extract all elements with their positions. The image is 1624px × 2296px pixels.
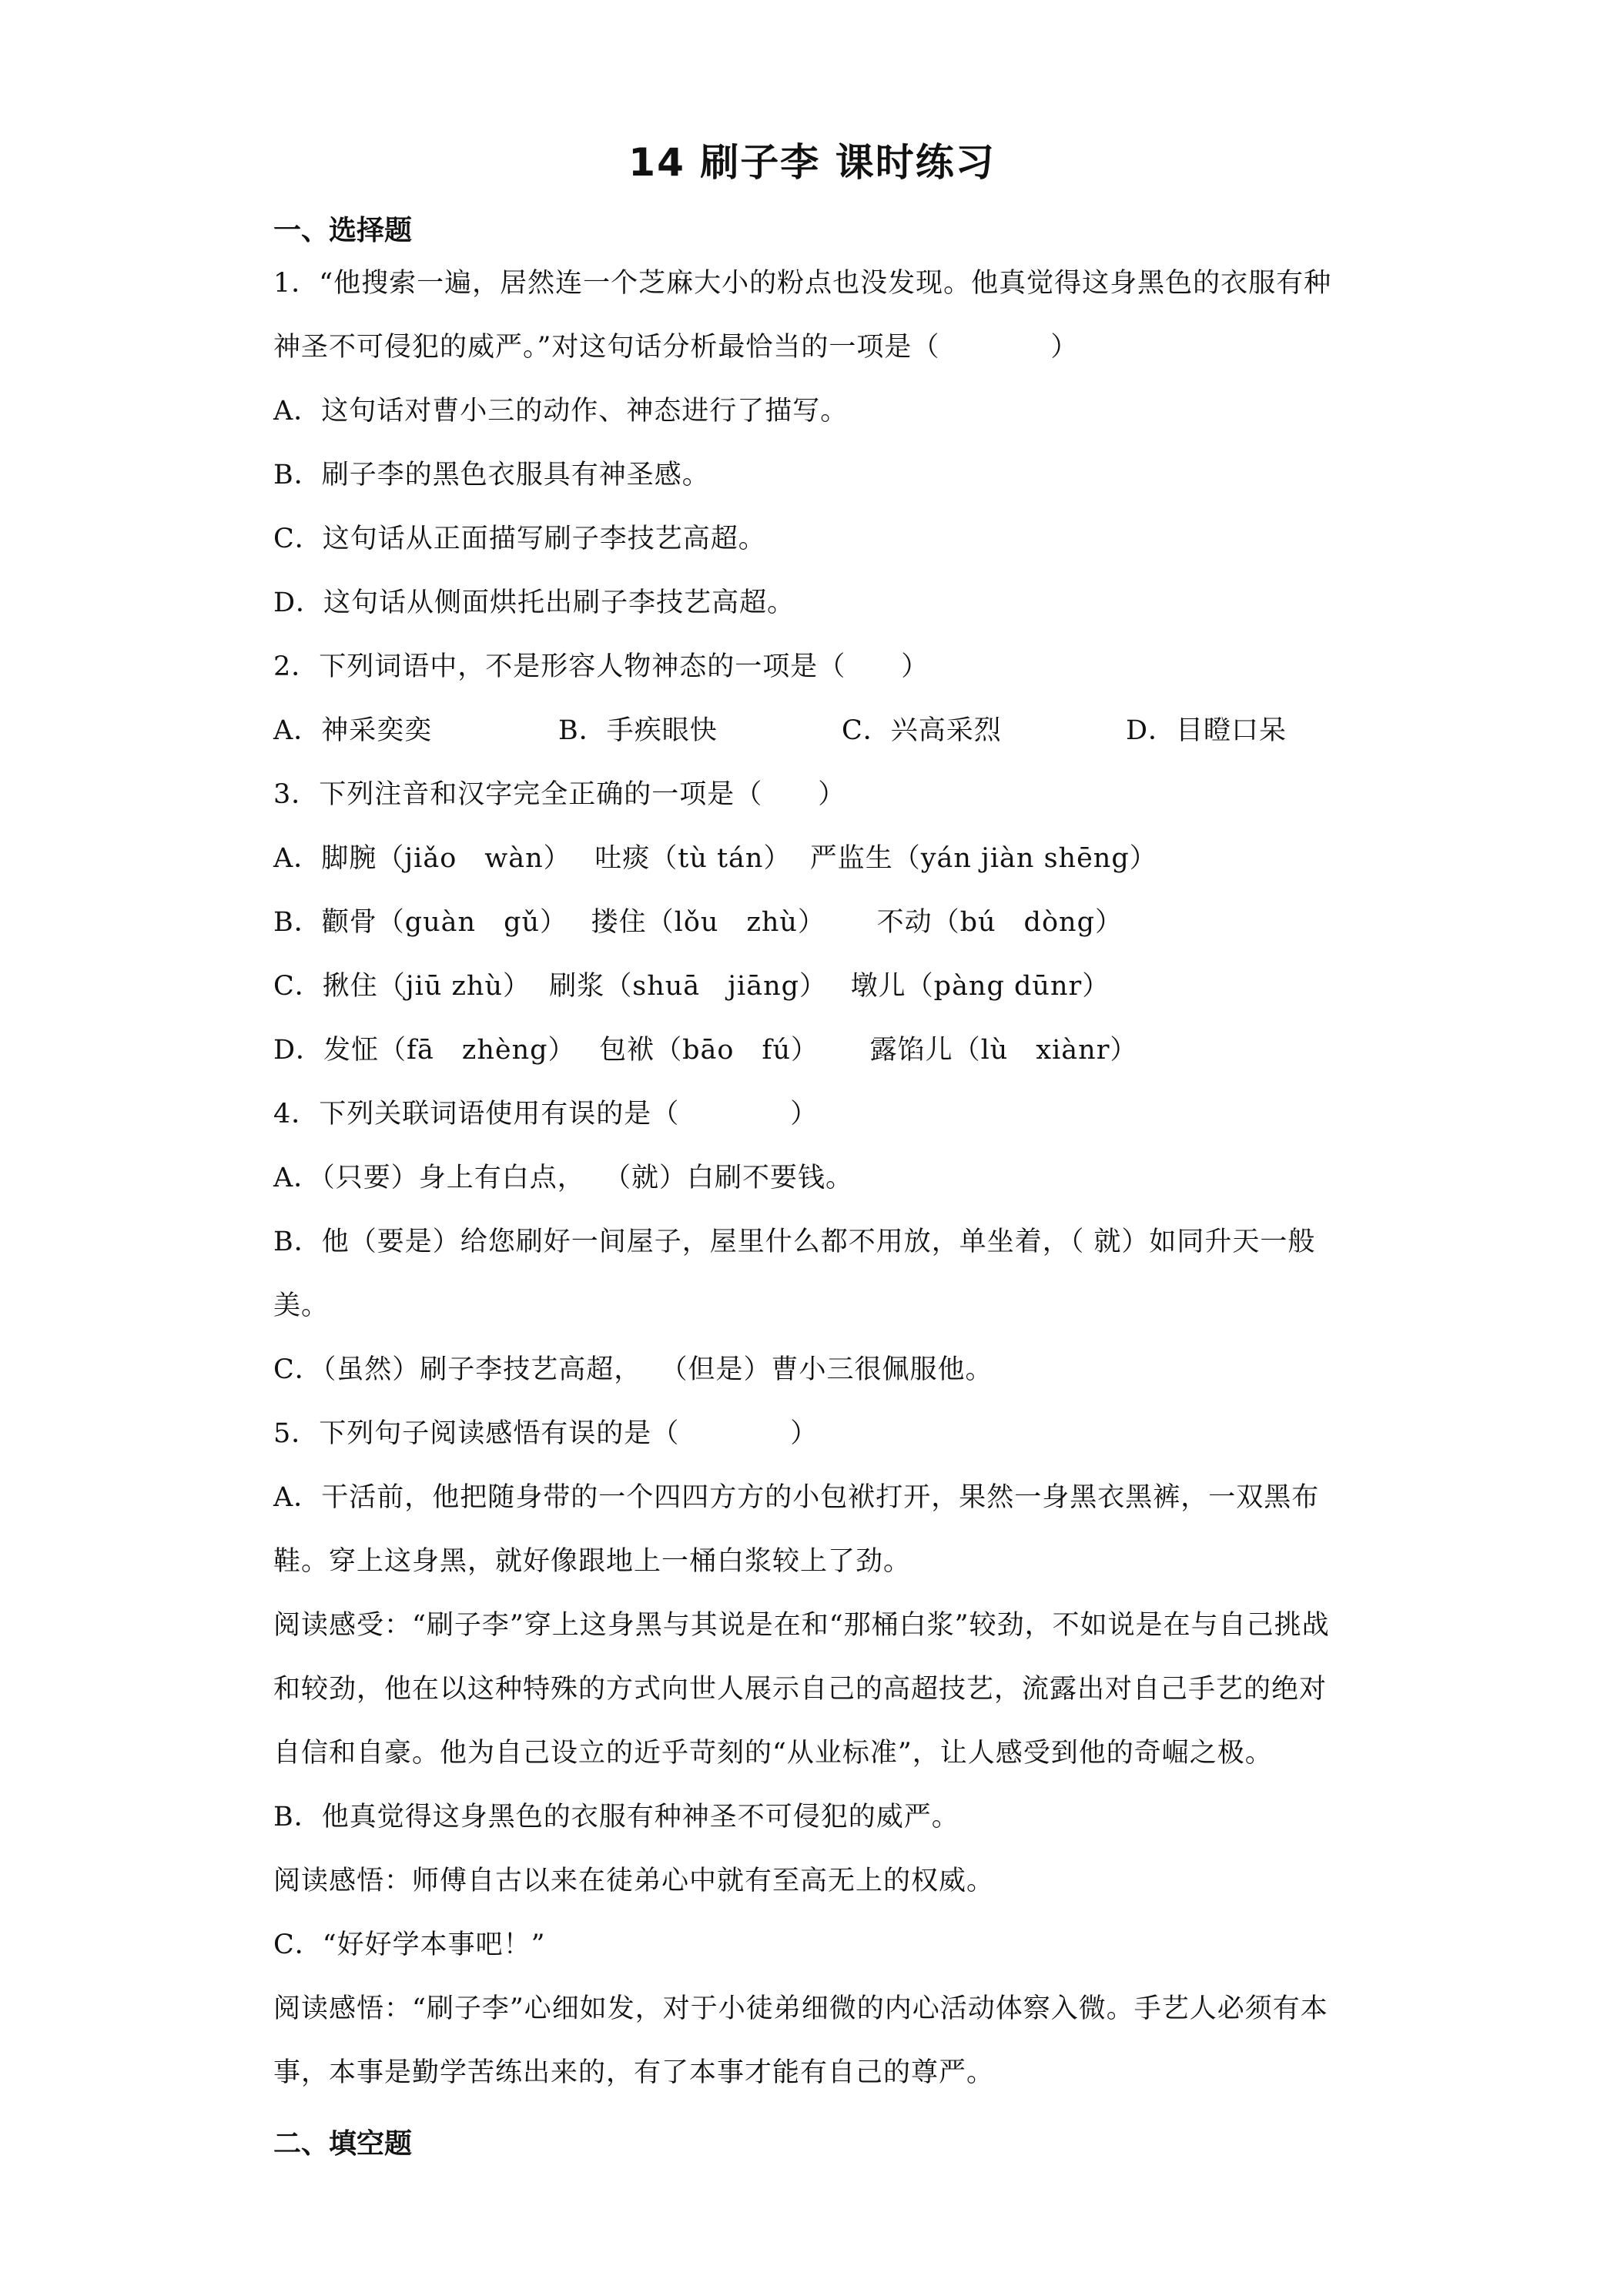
question-3-stem: 3．下列注音和汉字完全正确的一项是（ ） [273,779,846,810]
question-4-option-a: A．（只要）身上有白点， （就）白刷不要钱。 [273,1163,854,1193]
question-2-option-d: D．目瞪口呆 [1126,715,1287,746]
section-heading-choice: 一、选择题 [273,215,413,246]
question-5-option-b: B．他真觉得这身黑色的衣服有种神圣不可侵犯的威严。 [273,1802,959,1832]
question-4-option-b-line-2: 美。 [273,1290,330,1321]
question-5-option-a-comment-line-2: 和较劲，他在以这种特殊的方式向世人展示自己的高超技艺，流露出对自己手艺的绝对 [273,1674,1328,1705]
question-3-option-c: C．揪住（jiū zhù） 刷浆（shuā jiāng） 墩儿（pàng dūnr） [273,971,1110,1002]
question-5-option-a-line-1: A．干活前，他把随身带的一个四四方方的小包袱打开，果然一身黑衣黑裤，一双黑布 [273,1482,1320,1513]
question-5-option-b-comment: 阅读感悟：师傅自古以来在徒弟心中就有至高无上的权威。 [273,1866,995,1896]
question-3-option-a: A．脚腕（jiǎo wàn） 吐痰（tù tán） 严监生（yán jiàn shēng） [273,843,1157,874]
question-5-stem: 5．下列句子阅读感悟有误的是（ ） [273,1418,819,1449]
question-4-option-b-line-1: B．他（要是）给您刷好一间屋子，屋里什么都不用放，单坐着，（ 就）如同升天一般 [273,1227,1316,1257]
question-1-option-c: C．这句话从正面描写刷子李技艺高超。 [273,524,766,554]
question-3-option-b: B．颧骨（guàn gǔ） 搂住（lǒu zhù） 不动（bú dòng） [273,907,1123,938]
question-1-stem-line-1: 1．“他搜索一遍，居然连一个芝麻大小的粉点也没发现。他真觉得这身黑色的衣服有种 [273,268,1332,299]
page-title: 14 刷子李 课时练习 [628,140,996,185]
question-1-option-a: A．这句话对曹小三的动作、神态进行了描写。 [273,396,849,427]
question-2-option-b: B．手疾眼快 [558,715,718,746]
question-4-option-c: C．（虽然）刷子李技艺高超， （但是）曹小三很佩服他。 [273,1354,993,1385]
question-5-option-a-comment-line-1: 阅读感受：“刷子李”穿上这身黑与其说是在和“那桶白浆”较劲，不如说是在与自己挑战 [273,1610,1330,1641]
section-heading-fill-in: 二、填空题 [273,2128,413,2160]
question-5-option-c-comment-line-1: 阅读感悟：“刷子李”心细如发，对于小徒弟细微的内心活动体察入微。手艺人必须有本 [273,1993,1328,2024]
question-3-option-d: D．发怔（fā zhèng） 包袱（bāo fú） 露馅儿（lù xiànr） [273,1035,1138,1066]
question-4-stem: 4．下列关联词语使用有误的是（ ） [273,1099,819,1130]
question-5-option-c: C．“好好学本事吧！” [273,1930,546,1960]
question-1-option-b: B．刷子李的黑色衣服具有神圣感。 [273,460,710,490]
question-2-stem: 2．下列词语中，不是形容人物神态的一项是（ ） [273,651,929,682]
question-5-option-a-comment-line-3: 自信和自豪。他为自己设立的近乎苛刻的“从业标准”，让人感受到他的奇崛之极。 [273,1738,1273,1769]
question-1-stem-line-2: 神圣不可侵犯的威严。”对这句话分析最恰当的一项是（ ） [273,332,1079,363]
question-1-option-d: D．这句话从侧面烘托出刷子李技艺高超。 [273,587,795,618]
question-5-option-a-line-2: 鞋。穿上这身黑，就好像跟地上一桶白浆较上了劲。 [273,1546,912,1577]
question-2-option-a: A．神采奕奕 [273,715,433,746]
question-5-option-c-comment-line-2: 事，本事是勤学苦练出来的，有了本事才能有自己的尊严。 [273,2057,995,2088]
question-2-option-c: C．兴高采烈 [842,715,1002,746]
